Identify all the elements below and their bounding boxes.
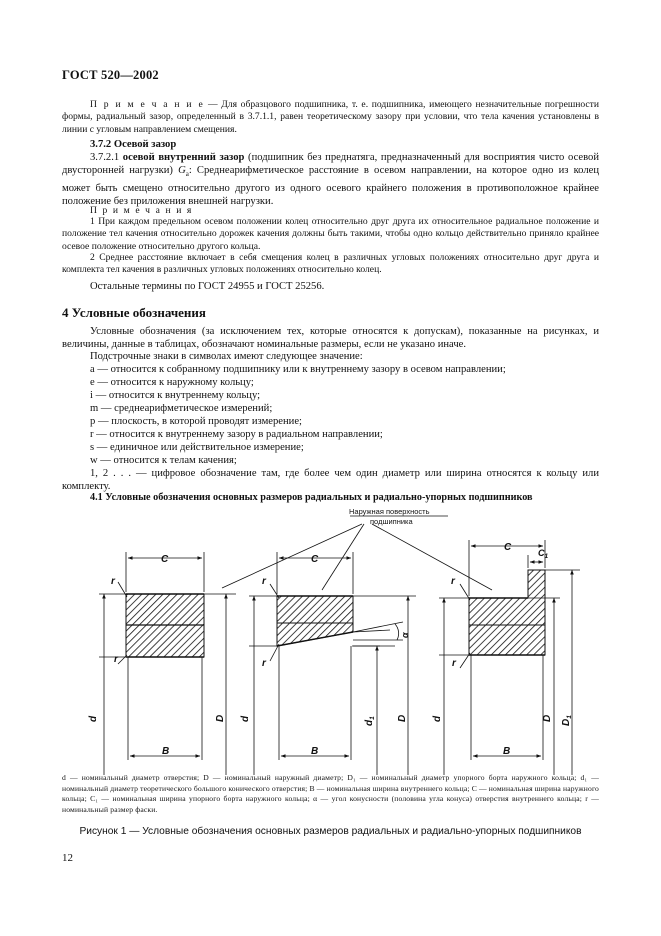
label-r: r — [111, 576, 115, 587]
label-d1-main: d — [364, 719, 375, 726]
subscript-item: r — относится к внутреннему зазору в радиальном направлении; — [90, 429, 383, 440]
label-c: C — [311, 554, 319, 565]
label-b: B — [162, 746, 170, 757]
other-terms: Остальные термины по ГОСТ 24955 и ГОСТ 25256. — [90, 281, 325, 292]
label-b: B — [503, 746, 511, 757]
subscript-item: i — относится к внутреннему кольцу; — [90, 390, 261, 401]
label-r: r — [262, 576, 266, 587]
label-c1-sub: 1 — [544, 553, 549, 560]
section-4-title: 4 Условные обозначения — [62, 305, 206, 320]
label-c: C — [504, 542, 512, 553]
note-1: 1 При каждом предельном осевом положении колец относительно друг друга их относительное радиальное положение и положение тел качения относительно дорожек качения должны быть такими, чтобы одно кольцо действительно приняло крайнее осевое положение относительно другого кольца. — [62, 216, 599, 252]
subscript-item: s — единичное или действительное измерение; — [90, 442, 304, 453]
label-r: r — [114, 654, 118, 665]
subscript-item-digits: 1, 2 . . . — цифровое обозначение там, где более чем один диаметр или ширина относятся к кольцу или комплекту. — [62, 468, 599, 493]
label-c: C — [161, 554, 169, 565]
document-header: ГОСТ 520—2002 — [62, 68, 159, 82]
subscript-item: a — относится к собранному подшипнику или к внутреннему зазору в осевом направлении; — [90, 364, 506, 375]
label-D1-main: D — [561, 718, 572, 726]
label-r: r — [262, 658, 266, 669]
bearing-2-section — [277, 596, 353, 646]
definition-term: осевой внутренний зазор — [122, 152, 245, 163]
label-c1-main: C — [538, 548, 545, 558]
subscript-item: w — относится к телам качения; — [90, 455, 237, 466]
note-text: — Для образцового подшипника, т. е. подшипника, имеющего незначительные погрешности формы, радиальный зазор, определенный в 3.7.1.1, равен теоретическому зазору при условии, что тела качения установлены в линии с угловым направлением смещения. — [62, 99, 599, 135]
definition-text-b: : Среднеарифметическое расстояние в осевом направлении, на которое одно из колец может быть смещено относительно другого из одного осевого крайнего положения в противоположное крайнее положение без приложения внешней нагрузки. — [62, 165, 599, 207]
definition-text-a: (подшипник без преднатяга, предназначенный для восприятия чисто осевой двусторонней нагрузки) — [62, 152, 599, 177]
subscript-item: m — среднеарифметическое измерений; — [90, 403, 273, 414]
figure-title: Рисунок 1 — Условные обозначения основных размеров радиальных и радиально-упорных подшипников — [79, 826, 582, 837]
symbol-g-subscript: a — [185, 170, 189, 179]
page-number: 12 — [62, 852, 73, 864]
note-label: П р и м е ч а н и е — [90, 99, 205, 110]
label-d1-sub: 1 — [369, 716, 376, 720]
figure-legend: d — номинальный диаметр отверстия; D — номинальный наружный диаметр; D₁ — номинальный диаметр упорного борта наружного кольца; d₁ — номинальный диаметр теоретического большого конического отверстия; B — номинальная ширина внутреннего кольца; C — номинальная ширина наружного кольца; C₁ — номинальная ширина упорного борта наружного кольца; α — угол конусности (половина угла конуса) отверстия внутреннего кольца; r — номинальный размер фаски. — [62, 773, 599, 814]
label-d: d — [88, 715, 99, 722]
section-3-7-2-title: 3.7.2 Осевой зазор — [90, 139, 177, 150]
label-d: d — [240, 715, 251, 722]
label-r: r — [451, 576, 455, 587]
label-alpha: α — [400, 632, 410, 638]
label-c1 — [538, 548, 549, 560]
callout-line-1: Наружная поверхность — [349, 507, 430, 516]
label-D: D — [397, 714, 408, 722]
label-d: d — [432, 715, 443, 722]
label-D: D — [542, 714, 553, 722]
symbol-g: G — [178, 165, 186, 177]
label-D1 — [561, 715, 573, 726]
label-d1 — [364, 716, 376, 726]
section-4-paragraph-1: Условные обозначения (за исключением тех, которые относятся к допускам), показанные на рисунках, и величины, данные в таблицах, обозначают номинальные размеры, если не указано иначе. — [62, 326, 599, 351]
definition-number: 3.7.2.1 — [90, 152, 120, 163]
subscript-item: p — плоскость, в которой проводят измерение; — [90, 416, 302, 427]
label-D: D — [215, 714, 226, 722]
callout-line-2: подшипника — [370, 517, 413, 526]
label-D1-sub: 1 — [566, 715, 573, 719]
notes-label: П р и м е ч а н и я — [90, 205, 193, 216]
note-2: 2 Среднее расстояние включает в себя смещения колец в различных угловых положениях относительно друг друга и комплекта тел качения в различных угловых положениях относительно колец. — [62, 252, 599, 276]
bearing-3-section — [469, 570, 545, 655]
label-r: r — [452, 658, 456, 669]
section-4-1-title: 4.1 Условные обозначения основных размеров радиальных и радиально-упорных подшипников — [90, 492, 533, 503]
label-b: B — [311, 746, 319, 757]
subscript-item: e — относится к наружному кольцу; — [90, 377, 254, 388]
section-4-paragraph-2: Подстрочные знаки в символах имеют следующее значение: — [90, 351, 363, 362]
bearing-1-section — [126, 594, 204, 657]
